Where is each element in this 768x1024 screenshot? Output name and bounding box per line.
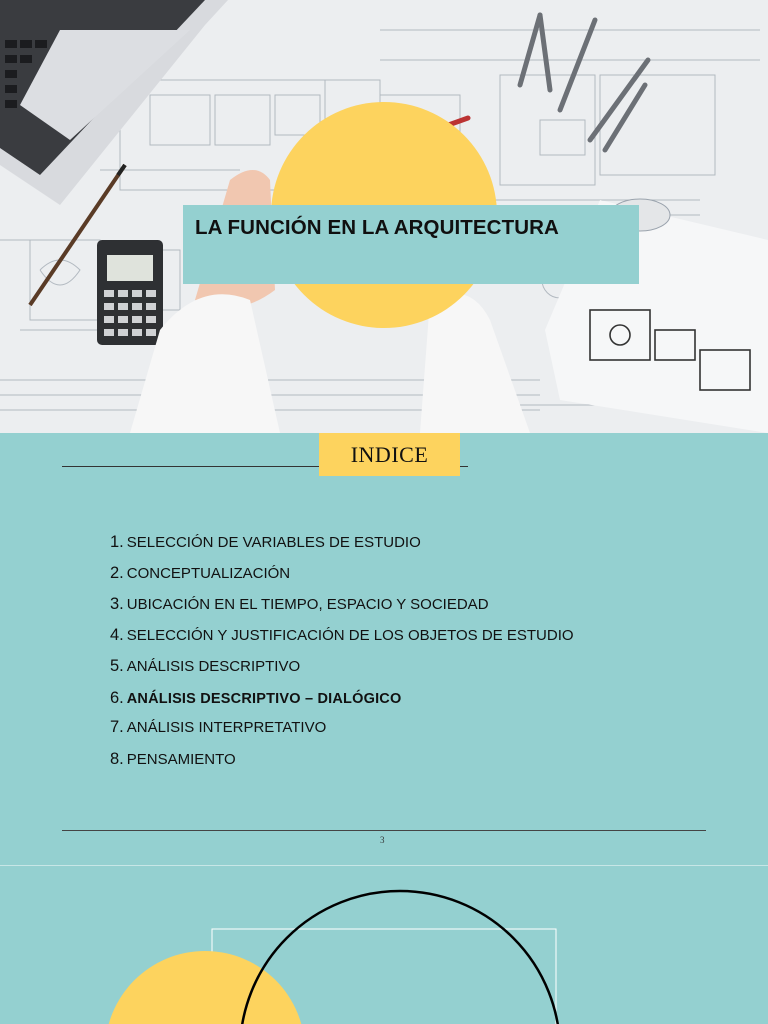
toc-label: PENSAMIENTO <box>126 751 236 768</box>
toc-number: 6. <box>110 689 124 707</box>
toc-number: 2. <box>110 564 124 582</box>
bottom-rule <box>62 830 706 831</box>
toc-item <box>110 533 421 552</box>
compass-icon <box>440 15 648 150</box>
toc-label: SELECCIÓN Y JUSTIFICACIÓN DE LOS OBJETOS DE ESTUDIO <box>126 627 574 644</box>
toc-label: CONCEPTUALIZACIÓN <box>126 565 291 582</box>
toc-item <box>110 718 326 737</box>
toc-item <box>110 657 300 676</box>
toc-number: 5. <box>110 657 124 675</box>
toc-item <box>110 595 489 614</box>
toc-item <box>110 626 574 645</box>
cover-title: LA FUNCIÓN EN LA ARQUITECTURA <box>195 216 559 239</box>
toc-item <box>110 689 401 708</box>
cover-hero <box>0 0 768 433</box>
index-heading-box <box>319 433 460 476</box>
page-number: 3 <box>380 835 385 845</box>
index-heading: INDICE <box>350 441 429 467</box>
toc-number: 3. <box>110 595 124 613</box>
toc-label: ANÁLISIS INTERPRETATIVO <box>126 719 327 736</box>
laptop-icon <box>0 0 228 205</box>
toc-number: 1. <box>110 533 124 551</box>
toc-item <box>110 564 290 583</box>
toc-label: ANÁLISIS DESCRIPTIVO – DIALÓGICO <box>126 691 402 707</box>
next-page-decoration <box>0 866 768 1024</box>
decorative-yellow-circle <box>105 951 305 1024</box>
calculator-icon <box>97 240 163 345</box>
toc-label: UBICACIÓN EN EL TIEMPO, ESPACIO Y SOCIEDAD <box>126 596 489 613</box>
toc-label: ANÁLISIS DESCRIPTIVO <box>126 658 301 675</box>
toc-number: 7. <box>110 718 124 736</box>
toc-number: 4. <box>110 626 124 644</box>
index-page <box>0 433 768 865</box>
toc-label: SELECCIÓN DE VARIABLES DE ESTUDIO <box>126 534 421 551</box>
toc-item <box>110 750 236 769</box>
toc-number: 8. <box>110 750 124 768</box>
next-page <box>0 866 768 1024</box>
